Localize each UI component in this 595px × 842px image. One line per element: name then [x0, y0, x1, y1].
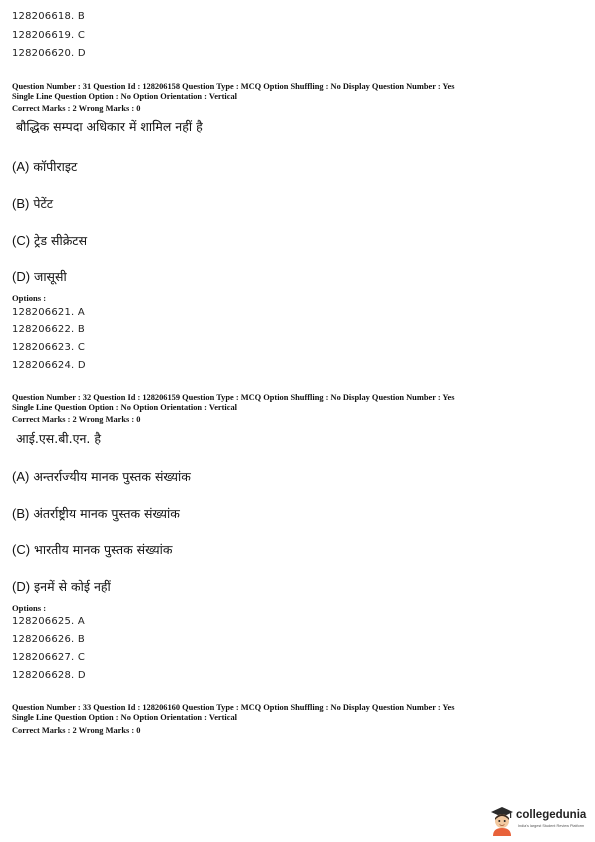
- question-meta: Question Number : 31 Question Id : 128206158 Question Type : MCQ Option Shuffling : No Display Question Number : Yes: [12, 82, 455, 91]
- question-text: आई.एस.बी.एन. है: [16, 431, 102, 446]
- question-marks: Correct Marks : 2 Wrong Marks : 0: [12, 104, 141, 113]
- answer-choice: [12, 268, 67, 285]
- question-marks: Correct Marks : 2 Wrong Marks : 0: [12, 415, 141, 424]
- choice-text: अंतर्राष्ट्रीय मानक पुस्तक संख्यांक: [33, 506, 180, 521]
- option-code: 128206622. B: [12, 324, 85, 335]
- choice-letter: (B): [12, 196, 30, 211]
- choice-letter: (B): [12, 506, 30, 521]
- choice-text: अन्तर्राज्यीय मानक पुस्तक संख्यांक: [33, 469, 191, 484]
- choice-letter: (D): [12, 269, 31, 284]
- options-label: Options :: [12, 603, 47, 613]
- options-label: Options :: [12, 293, 47, 303]
- option-code: 128206625. A: [12, 616, 85, 627]
- answer-choice: [12, 578, 111, 595]
- option-code: 128206623. C: [12, 342, 86, 353]
- answer-choice: [12, 195, 53, 212]
- option-code: 128206628. D: [12, 670, 86, 681]
- question-text: बौद्धिक सम्पदा अधिकार में शामिल नहीं है: [16, 119, 203, 134]
- collegedunia-logo[interactable]: [488, 804, 592, 836]
- option-code: 128206626. B: [12, 634, 85, 645]
- option-code: 128206620. D: [12, 48, 86, 59]
- question-meta: Single Line Question Option : No Option Orientation : Vertical: [12, 403, 237, 412]
- choice-letter: (C): [12, 542, 31, 557]
- question-marks: Correct Marks : 2 Wrong Marks : 0: [12, 726, 141, 735]
- answer-choice: [12, 232, 87, 249]
- choice-text: जासूसी: [34, 269, 67, 284]
- option-code: 128206624. D: [12, 360, 86, 371]
- choice-text: ट्रेड सीक्रेटस: [34, 233, 88, 248]
- choice-text: पेटेंट: [33, 196, 54, 211]
- graduate-mascot-icon: [488, 804, 516, 836]
- option-code: 128206621. A: [12, 307, 85, 318]
- answer-choice: [12, 468, 191, 485]
- choice-letter: (D): [12, 579, 31, 594]
- choice-text: इनमें से कोई नहीं: [34, 579, 111, 594]
- choice-letter: (C): [12, 233, 31, 248]
- option-code: 128206618. B: [12, 11, 85, 22]
- logo-name: collegedunia: [516, 809, 587, 821]
- option-code: 128206627. C: [12, 652, 86, 663]
- answer-choice: [12, 505, 180, 522]
- choice-text: कॉपीराइट: [33, 159, 78, 174]
- choice-letter: (A): [12, 469, 30, 484]
- choice-letter: (A): [12, 159, 30, 174]
- answer-choice: [12, 158, 77, 175]
- logo-tagline: India's largest Student Review Platform: [518, 824, 585, 828]
- question-meta: Question Number : 32 Question Id : 128206159 Question Type : MCQ Option Shuffling : No Display Question Number : Yes: [12, 393, 455, 402]
- question-meta: Single Line Question Option : No Option Orientation : Vertical: [12, 713, 237, 722]
- option-code: 128206619. C: [12, 30, 86, 41]
- question-meta: Single Line Question Option : No Option Orientation : Vertical: [12, 92, 237, 101]
- question-meta: Question Number : 33 Question Id : 128206160 Question Type : MCQ Option Shuffling : No Display Question Number : Yes: [12, 703, 455, 712]
- choice-text: भारतीय मानक पुस्तक संख्यांक: [34, 542, 173, 557]
- answer-choice: [12, 541, 173, 558]
